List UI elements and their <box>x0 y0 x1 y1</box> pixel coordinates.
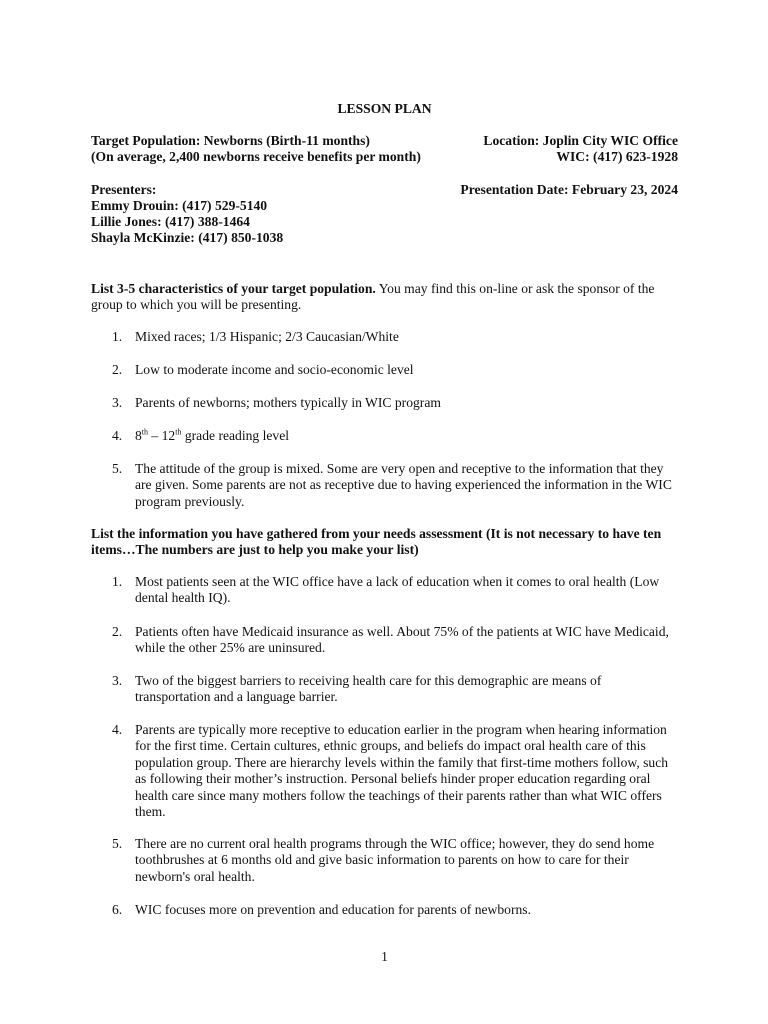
section1-prompt <box>91 281 674 314</box>
presenter-2: Lillie Jones: (417) 388-1464 <box>91 214 250 229</box>
location: Location: Joplin City WIC Office <box>483 133 678 148</box>
average-note: (On average, 2,400 newborns receive benefits per month) <box>91 149 421 164</box>
target-population: Target Population: Newborns (Birth-11 months) <box>91 133 370 148</box>
section2-prompt: List the information you have gathered from your needs assessment (It is not necessary to have ten items…The numbers are just to help you make your list) <box>91 526 662 558</box>
document-title: LESSON PLAN <box>337 101 432 116</box>
header-row-2 <box>91 149 678 165</box>
presentation-date: Presentation Date: February 23, 2024 <box>460 182 678 197</box>
presenter-3: Shayla McKinzie: (417) 850-1038 <box>91 230 284 245</box>
document-page: LESSON PLAN Target Population: Newborns (Birth-11 months) Location: Joplin City WIC Office (On average, 2,400 newborns receive benefits per month) WIC: (417) 623-1928 Presenters: Presentation Date: February 23, 2024 Emmy Drouin: (417) 529-5140 Lillie Jones: (417) 388-1464 Shayla McKinzie: (417) 850-1038 List 3-5 characteristics of your target population. You may find this on-line or ask the sponsor of the group to which you will be presenting. 1. Mixed races; 1/3 Hispanic; 2/3 Caucasian/White 2. Low to moderate income and socio-economic level 3. Parents of newborns; mothers typically in WIC program 4. 8th – 12th grade reading level 5. The attitude of the group is mixed. Some are very open and receptive to the information that they are given. Some parents are not as receptive due to having experienced the information in the WIC program previously. List the information you have gathered from your needs assessment (It is not necessary to have ten items…The numbers are just to help you make your list) 1. Most patients seen at the WIC office have a lack of education when it comes to oral health (Low dental health IQ). 2. Patients often have Medicaid insurance as well. About 75% of the patients at WIC have Medicaid, while the other 25% are uninsured. 3. Two of the biggest barriers to receiving health care for this demographic are means of transportation and a language barrier. 4. Parents are typically more receptive to education earlier in the program when hearing information for the first time. Certain cultures, ethnic groups, and beliefs do impact oral health care of this population group. There are hierarchy levels within the family that first-time mothers follow, such as following their mother’s instruction. Personal beliefs hinder proper education regarding oral health care since many mothers follow the teachings of their parents rather than what WIC offers them. 5. There are no current oral health programs through the WIC office; however, they do send home toothbrushes at 6 months old and give basic information to parents on how to care for their newborn's oral health. 6. WIC focuses more on prevention and education for parents of newborns. 1 <box>91 101 678 964</box>
wic-phone: WIC: (417) 623-1928 <box>556 149 678 164</box>
presenter-1: Emmy Drouin: (417) 529-5140 <box>91 198 268 213</box>
header-row-1 <box>91 133 678 149</box>
section1-prompt-rest: You may find this on-line or ask the sponsor of the group to which you will be presenting. <box>91 281 655 313</box>
header-row-3 <box>91 182 678 198</box>
section1-prompt-bold: List 3-5 characteristics of your target population. <box>91 281 376 296</box>
page-number: 1 <box>381 949 388 964</box>
presenters-label: Presenters: <box>91 182 157 197</box>
